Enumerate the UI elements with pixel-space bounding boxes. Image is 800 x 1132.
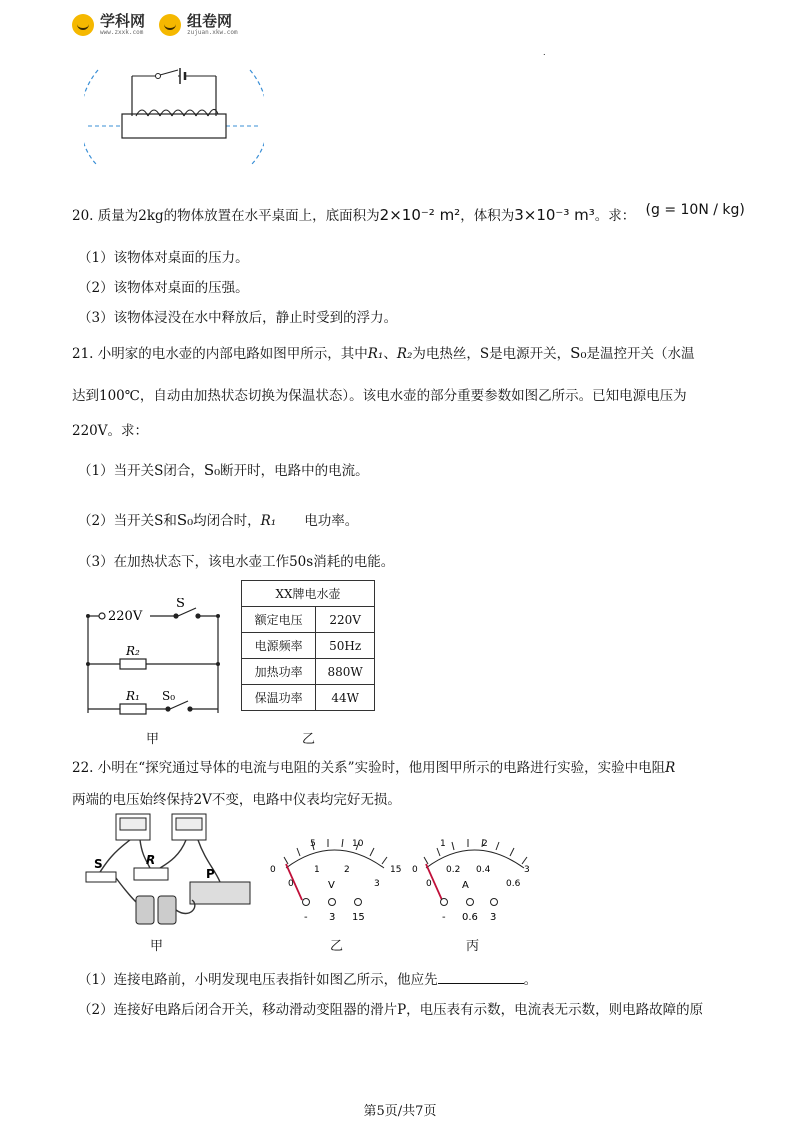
svg-text:5: 5: [310, 839, 316, 849]
answer-blank[interactable]: [438, 970, 524, 984]
apparatus-caption: 甲: [150, 939, 164, 954]
svg-text:0: 0: [288, 879, 294, 889]
svg-text:10: 10: [352, 839, 364, 849]
svg-text:0.2: 0.2: [446, 865, 461, 875]
apparatus-p-label: P: [206, 867, 215, 881]
q21-line-3: 220V。求：: [72, 423, 149, 439]
svg-text:0: 0: [426, 879, 432, 889]
q20-part-1: （1）该物体对桌面的压力。: [78, 250, 249, 266]
q22-line-2: 两端的电压始终保持2V不变，电路中仪表均完好无损。: [72, 792, 401, 808]
circuit-r2-label: R₂: [126, 644, 140, 658]
apparatus-r-label: R: [146, 853, 156, 867]
q21-part-2: （2）当开关S和S₀均闭合时，R₁ 电功率。: [78, 511, 359, 529]
svg-text:3: 3: [490, 912, 497, 923]
svg-text:0.4: 0.4: [476, 865, 491, 875]
table-row: 加热功率 880W: [242, 659, 375, 685]
svg-text:0.6: 0.6: [462, 912, 478, 923]
table-row: 保温功率 44W: [242, 685, 375, 711]
solenoid-figure: [84, 58, 264, 176]
xueke-logo-icon: [72, 14, 94, 36]
q21-part-1: （1）当开关S闭合，S₀断开时，电路中的电流。: [78, 461, 369, 479]
circuit-caption: 甲: [146, 732, 160, 747]
q20-part-2: （2）该物体对桌面的压强。: [78, 280, 249, 296]
q20-part-3: （3）该物体浸没在水中释放后，静止时受到的浮力。: [78, 310, 398, 326]
svg-text:A: A: [462, 880, 469, 891]
logo-zujuan: 组卷网 zujuan.xkw.com: [187, 12, 238, 36]
q22-part-2: （2）连接好电路后闭合开关，移动滑动变阻器的滑片P，电压表有示数，电流表无示数，则电路故障的原: [78, 1002, 704, 1018]
logo-xueke: 学科网 www.zxxk.com: [100, 12, 146, 36]
q21-line-1: 21. 小明家的电水壶的内部电路如图甲所示，其中R₁、R₂为电热丝，S是电源开关，S₀是温控开关（水温: [72, 344, 695, 362]
svg-text:-: -: [304, 912, 308, 923]
q20-given: (g = 10N / kg): [645, 202, 745, 218]
voltmeter-caption: 乙: [330, 939, 344, 954]
kettle-spec-table: [241, 580, 375, 711]
experiment-apparatus-figure: [80, 810, 256, 932]
q21-line-2: 达到100℃，自动由加热状态切换为保温状态）。该电水壶的部分重要参数如图乙所示。已知电源电压为: [72, 388, 687, 404]
svg-text:15: 15: [390, 865, 402, 875]
circuit-r1-label: R₁: [126, 689, 140, 703]
q21-part-3: （3）在加热状态下，该电水壶工作50s消耗的电能。: [78, 554, 395, 570]
q22-part-1: （1）连接电路前，小明发现电压表指针如图乙所示，他应先 。: [78, 972, 538, 988]
ammeter-dial: [410, 834, 544, 924]
svg-text:2: 2: [482, 839, 488, 849]
svg-text:3: 3: [374, 879, 380, 889]
svg-text:0: 0: [270, 865, 276, 875]
kettle-circuit-diagram: [78, 598, 228, 728]
svg-text:2: 2: [344, 865, 350, 875]
svg-text:3: 3: [524, 865, 530, 875]
table-row: 电源频率 50Hz: [242, 633, 375, 659]
svg-text:3: 3: [329, 912, 336, 923]
svg-text:15: 15: [352, 912, 365, 923]
svg-text:1: 1: [440, 839, 446, 849]
q22-line-1: 22. 小明在“探究通过导体的电流与电阻的关系”实验时，他用图甲所示的电路进行实验，实验中电阻R: [72, 760, 676, 776]
page-footer: 第5页/共7页: [363, 1104, 437, 1119]
svg-text:V: V: [328, 880, 335, 891]
svg-text:-: -: [442, 912, 446, 923]
apparatus-s-label: S: [94, 857, 103, 871]
svg-text:0.6: 0.6: [506, 879, 521, 889]
zujuan-logo-icon: [159, 14, 181, 36]
spec-table-title: XX牌电水壶: [242, 581, 375, 607]
circuit-s-label: S: [176, 598, 185, 611]
circuit-voltage-label: 220V: [108, 609, 143, 624]
table-caption: 乙: [302, 732, 316, 747]
ammeter-caption: 丙: [466, 939, 480, 954]
svg-text:1: 1: [314, 865, 320, 875]
table-row: 额定电压 220V: [242, 607, 375, 633]
q20-stem: 20. 质量为2kg的物体放置在水平桌面上，底面积为2×10⁻² m²，体积为3×10⁻³ m³。求： (g = 10N / kg): [72, 202, 745, 224]
svg-text:0: 0: [412, 865, 418, 875]
circuit-s0-label: S₀: [162, 689, 176, 703]
header-logos: [72, 14, 238, 36]
voltmeter-dial: [262, 834, 406, 924]
